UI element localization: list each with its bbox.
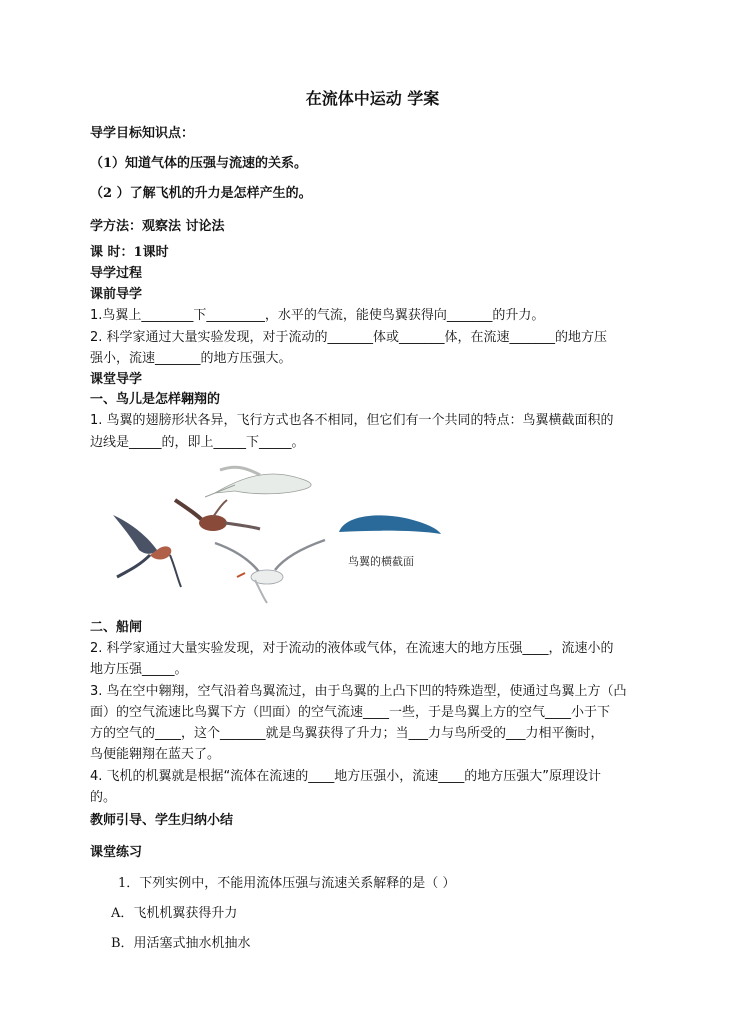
flying-bird-icon (175, 500, 260, 531)
section-1-question-line-2: 边线是_____的，即上_____下_____。 (90, 435, 305, 450)
pre-question-2-line-1: 2. 科学家通过大量实验发现，对于流动的_______体或_______体，在流速_______的地方压 (90, 330, 608, 345)
practice-option-a: A．飞机机翼获得升力 (111, 906, 238, 921)
section-1-question-line-1: 1. 鸟翼的翅膀形状各异，飞行方式也各不相同，但它们有一个共同的特点：鸟翼横截面积的 (90, 413, 614, 428)
wing-cross-section-icon (335, 510, 445, 542)
section-2-q3-line-4: 鸟便能翱翔在蓝天了。 (90, 747, 221, 762)
objective-1: （1）知道气体的压强与流速的关系。 (90, 156, 308, 171)
section-2-q3-line-1: 3. 鸟在空中翱翔，空气沿着鸟翼流过，由于鸟翼的上凸下凹的特殊造型，使通过鸟翼上方（凸 (90, 684, 627, 699)
swallow-bird-icon (113, 515, 181, 587)
pre-question-1: 1.鸟翼上________下_________，水平的气流，能使鸟翼获得向_______的升力。 (90, 308, 545, 323)
section-2-q2-line-2: 地方压强_____。 (90, 662, 188, 677)
section-2-q2-line-1: 2. 科学家通过大量实验发现，对于流动的液体或气体，在流速大的地方压强____，流速小的 (90, 641, 614, 656)
section-2-q3-line-2: 面）的空气流速比鸟翼下方（凹面）的空气流速____一些，于是鸟翼上方的空气____小于下 (90, 705, 611, 720)
in-class-heading: 课堂导学 (90, 372, 143, 387)
objective-2: （2 ）了解飞机的升力是怎样产生的。 (90, 186, 312, 201)
tern-bird-icon (215, 540, 325, 603)
practice-heading: 课堂练习 (90, 845, 143, 860)
process-heading: 导学过程 (90, 266, 143, 281)
section-2-heading: 二、船闸 (90, 620, 143, 635)
practice-option-b: B．用活塞式抽水机抽水 (111, 936, 251, 951)
figure-caption: 鸟翼的横截面 (348, 555, 414, 568)
section-1-heading: 一、鸟儿是怎样翱翔的 (90, 392, 221, 407)
practice-question-1: 1．下列实例中，不能用流体压强与流速关系解释的是（ ） (118, 876, 456, 891)
page-title: 在流体中运动 学案 (305, 89, 440, 108)
pre-question-2-line-2: 强小，流速_______的地方压强大。 (90, 351, 292, 366)
section-2-q4-line-2: 的。 (90, 790, 117, 805)
section-2-q4-line-1: 4. 飞机的机翼就是根据“流体在流速的____地方压强小，流速____的地方压强大”原理设计 (90, 769, 602, 784)
swan-bird-icon (205, 467, 311, 497)
method-line: 学方法：观察法 讨论法 (90, 219, 225, 234)
section-2-q3-line-3: 方的空气的____，这个_______就是鸟翼获得了升力；当___力与鸟所受的___力相平衡时， (90, 726, 604, 741)
objectives-heading: 导学目标知识点： (90, 126, 195, 141)
period-line: 课 时：1课时 (90, 245, 169, 260)
pre-class-heading: 课前导学 (90, 287, 143, 302)
summary-heading: 教师引导、学生归纳小结 (90, 813, 234, 828)
